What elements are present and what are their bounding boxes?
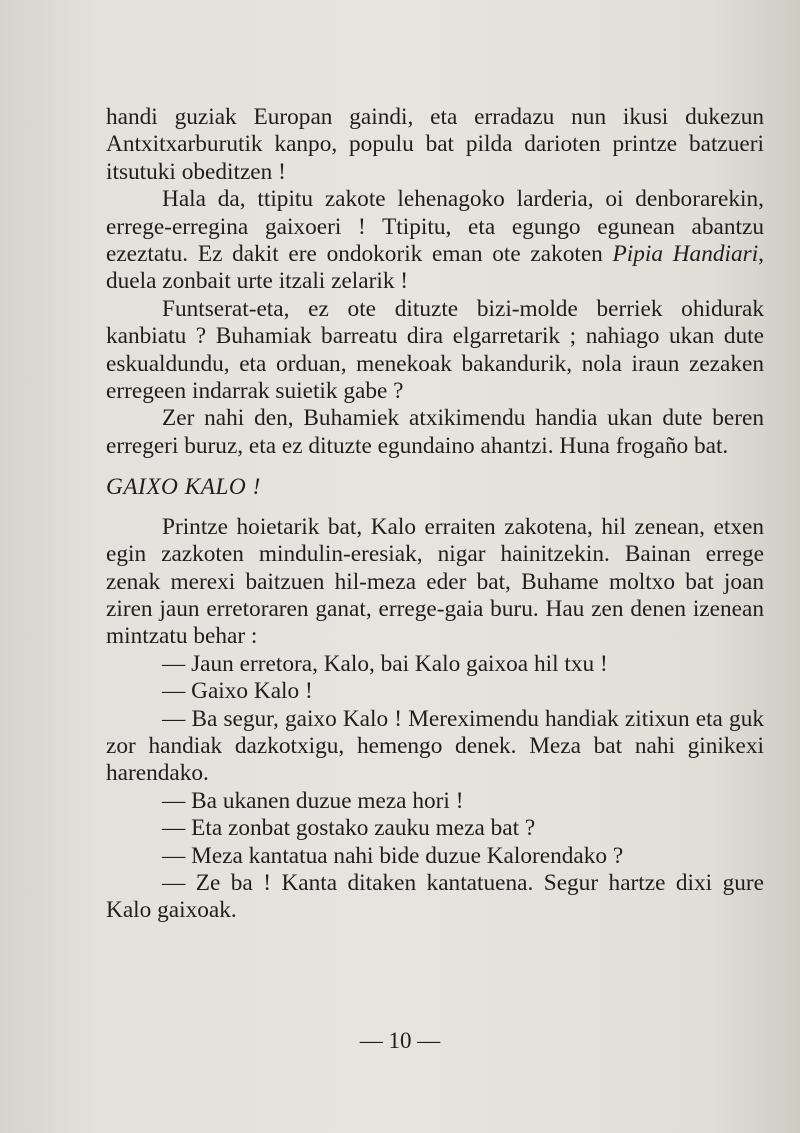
dialogue-line-3: — Ba segur, gaixo Kalo ! Mereximendu handiak zitixun eta guk zor handiak dazkotxigu, hemengo denek. Meza bat nahi ginikexi harendako. (106, 705, 764, 787)
dialogue-line-4: — Ba ukanen duzue meza hori ! (162, 787, 464, 814)
paragraph-4: Zer nahi den, Buhamiek atxikimendu handia ukan dute beren erregeri buruz, eta ez dituzte egundaino ahantzi. Huna frogaño bat. (106, 405, 764, 459)
dialogue-line-1: — Jaun erretora, Kalo, bai Kalo gaixoa hil txu ! (162, 650, 608, 677)
dialogue-line-2: — Gaixo Kalo ! (162, 678, 313, 705)
page-number: — 10 — (359, 1028, 441, 1053)
italic-name: Pipia Handiari (612, 241, 759, 268)
paragraph-3: Funtserat-eta, ez ote dituzte bizi-molde berriek ohidurak kanbiatu ? Buhamiak barreatu dira elgarretarik ; nahiago ukan dute eskualdundu, eta orduan, menekoak bakandurik, nola iraun zezaken erregeen indarrak suietik gabe ? (106, 295, 764, 405)
paragraph-2-end: , duela zonbait urte itzali zelarik ! (106, 241, 764, 295)
paragraph-2-start: Hala da, ttipitu zakote lehenagoko larderia, oi denborarekin, errege-erregina gaixoeri ! Ttipitu, eta egungo egunean abantzu ezeztatu. Ez dakit ere ondokorik eman ote zakoten (106, 186, 764, 268)
paragraph-2 (106, 186, 764, 296)
section-title: GAIXO KALO ! (106, 474, 261, 501)
body-text (106, 104, 764, 925)
dialogue-line-7: — Ze ba ! Kanta ditaken kantatuena. Segur hartze dixi gure Kalo gaixoak. (106, 869, 764, 924)
paragraph-5: Printze hoietarik bat, Kalo erraiten zakotena, hil zenean, etxen egin zazkoten mindulin-eresiak, nigar hainitzekin. Bainan errege zenak merexi baitzuen hil-meza eder bat, Buhame moltxo bat joan ziren jaun erretoraren ganat, errege-gaia buru. Hau zen denen izenean mintzatu behar : (106, 513, 764, 650)
dialogue-line-5: — Eta zonbat gostako zauku meza bat ? (162, 815, 536, 842)
dialogue-line-6: — Meza kantatua nahi bide duzue Kalorendako ? (162, 842, 624, 869)
paragraph-1: handi guziak Europan gaindi, eta erradazu nun ikusi dukezun Antxitxarburutik kanpo, populu bat pilda darioten printze batzueri itsutuki obeditzen ! (106, 104, 764, 185)
